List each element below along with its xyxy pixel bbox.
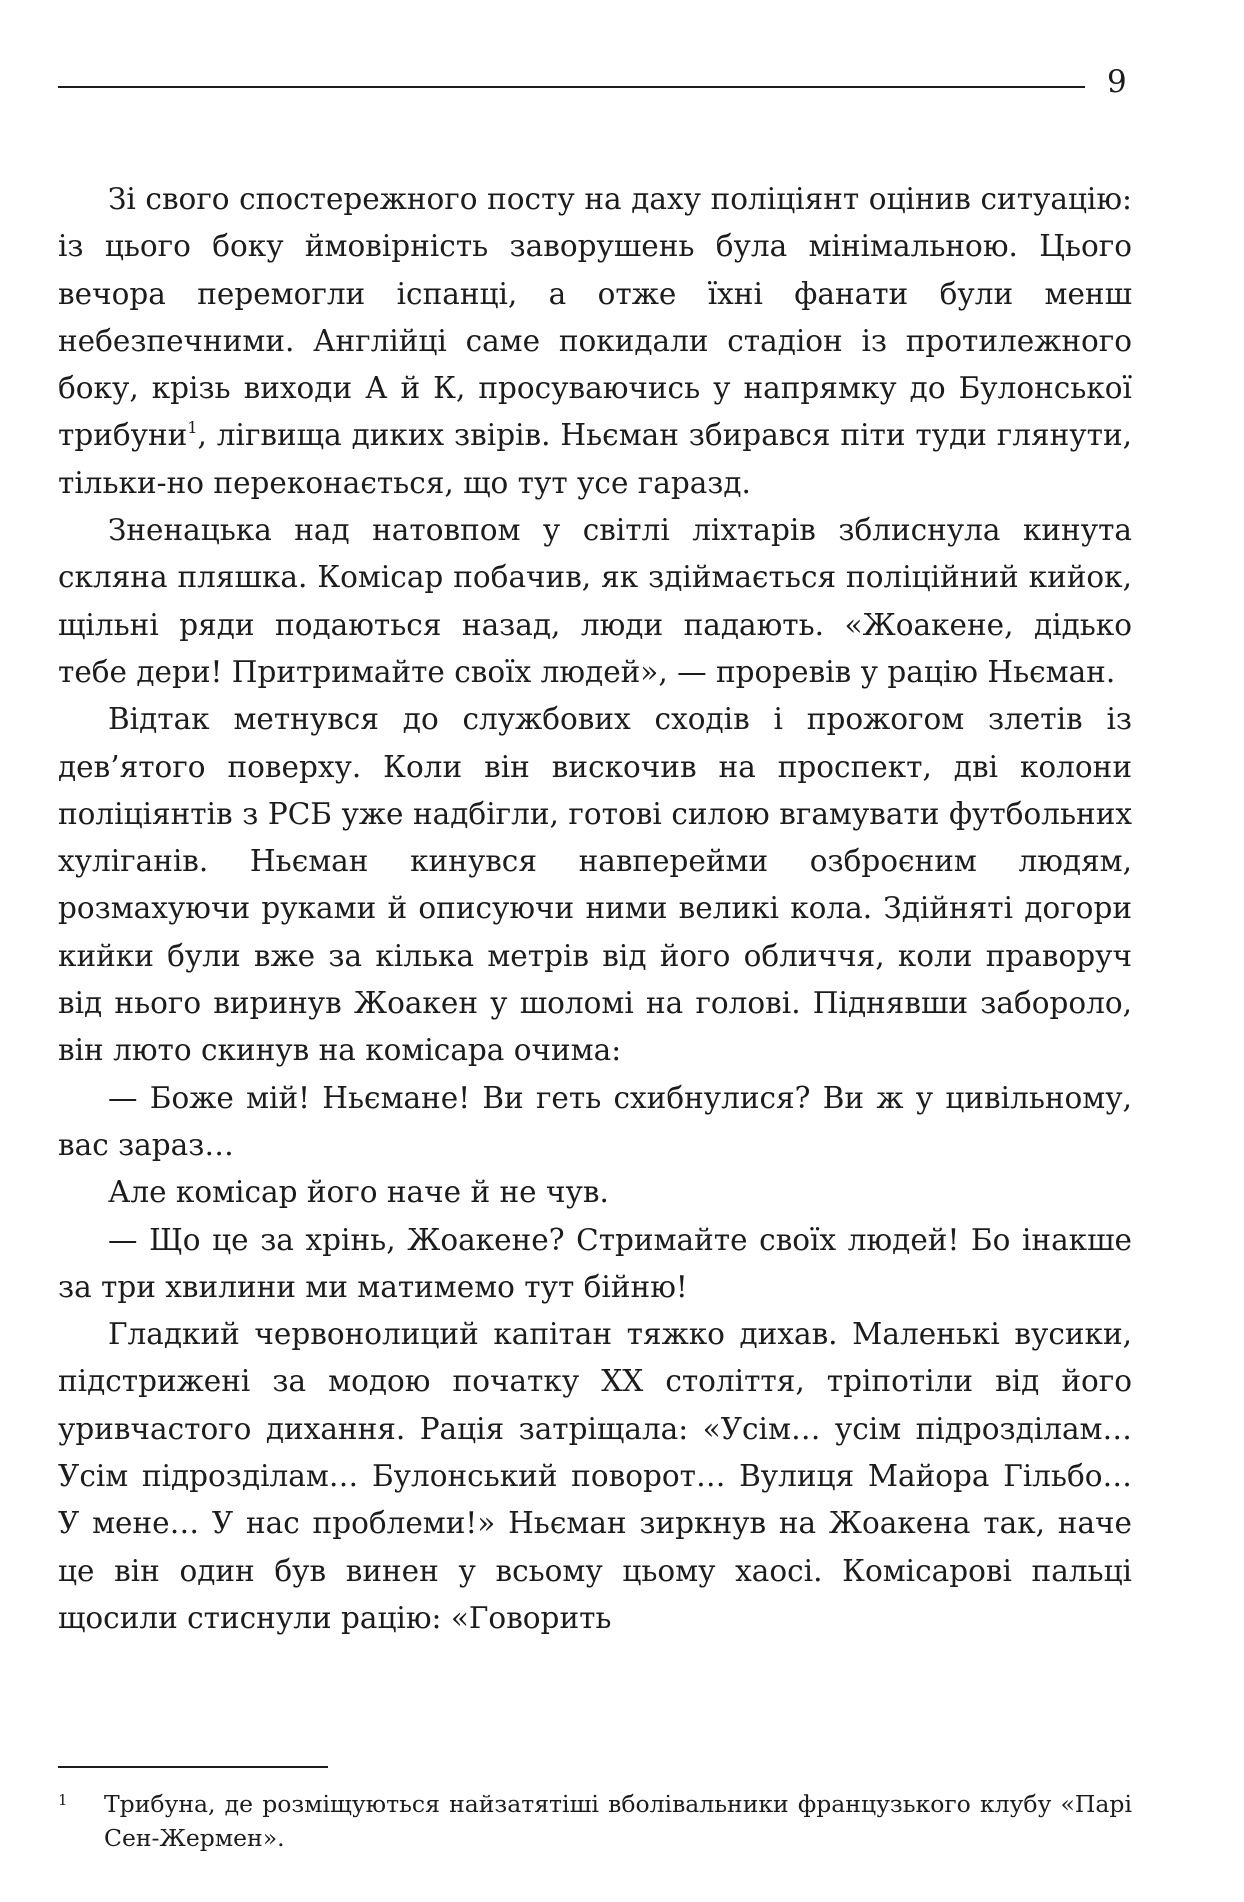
footnote (58, 1787, 1132, 1855)
paragraph-2: Зненацька над натовпом у світлі ліхтарів зблиснула кинута скляна пляшка. Комісар побачив, як здіймається поліційний кийок, щільні ряди подаються назад, люди падають. «Жоакене, дідько тебе дери! Притримайте своїх людей», — проревів у рацію Ньєман. (58, 513, 1132, 689)
body-text (58, 176, 1132, 1642)
paragraph-1 (58, 176, 1132, 507)
header-rule (58, 86, 1085, 88)
footnote-reference: 1 (187, 418, 198, 438)
paragraph-1-text: Зі свого спостережного посту на даху поліціянт оцінив ситуацію: із цього боку ймовірність заворушень була мінімальною. Цього вечора перемогли іспанці, а отже їхні фанати були менш небезпечними. Англійці саме покидали стадіон із протилежного боку, крізь виходи А й К, просуваючись у напрямку до Булонської трибуни (58, 182, 1132, 453)
page-number: 9 (1107, 64, 1127, 100)
paragraph-1-text-continued: , лігвища диких звірів. Ньєман збирався піти туди глянути, тільки-но переконається, що тут усе гаразд. (58, 418, 1132, 500)
paragraph-6-dialog: — Що це за хрінь, Жоакене? Стримайте своїх людей! Бо інакше за три хвилини ми матимемо тут бійню! (58, 1222, 1132, 1304)
footnote-mark: 1 (58, 1791, 68, 1809)
footnote-text: Трибуна, де розміщуються найзатятіші вболівальники французького клубу «Парі Сен-Жермен». (104, 1790, 1132, 1852)
paragraph-3: Відтак метнувся до службових сходів і прожогом злетів із дев’ятого поверху. Коли він вискочив на проспект, дві колони поліціянтів з РСБ уже надбігли, готові силою вгамувати футбольних хуліганів. Ньєман кинувся навперейми озброєним людям, розмахуючи руками й описуючи ними великі кола. Здійняті догори кийки були вже за кілька метрів від його обличчя, коли праворуч від нього виринув Жоакен у шоломі на голові. Піднявши заборолo, він люто скинув на комісара очима: (58, 702, 1132, 1068)
footnote-rule (58, 1766, 328, 1768)
paragraph-4-dialog: — Боже мій! Ньємане! Ви геть схибнулися? Ви ж у цивільному, вас зараз… (58, 1080, 1132, 1162)
paragraph-5: Але комісар його наче й не чув. (108, 1175, 609, 1210)
paragraph-7: Гладкий червонолиций капітан тяжко дихав. Маленькі вусики, підстрижені за модою початку XX століття, тріпотіли від його уривчастого дихання. Рація затріщала: «Усім… усім підрозділам… Усім підрозділам… Булонський поворот… Вулиця Майора Гільбо… У мене… У нас проблеми!» Ньєман зиркнув на Жоакена так, наче це він один був винен у всьому цьому хаосі. Комісарові пальці щосили стиснули рацію: «Говорить (58, 1317, 1132, 1635)
